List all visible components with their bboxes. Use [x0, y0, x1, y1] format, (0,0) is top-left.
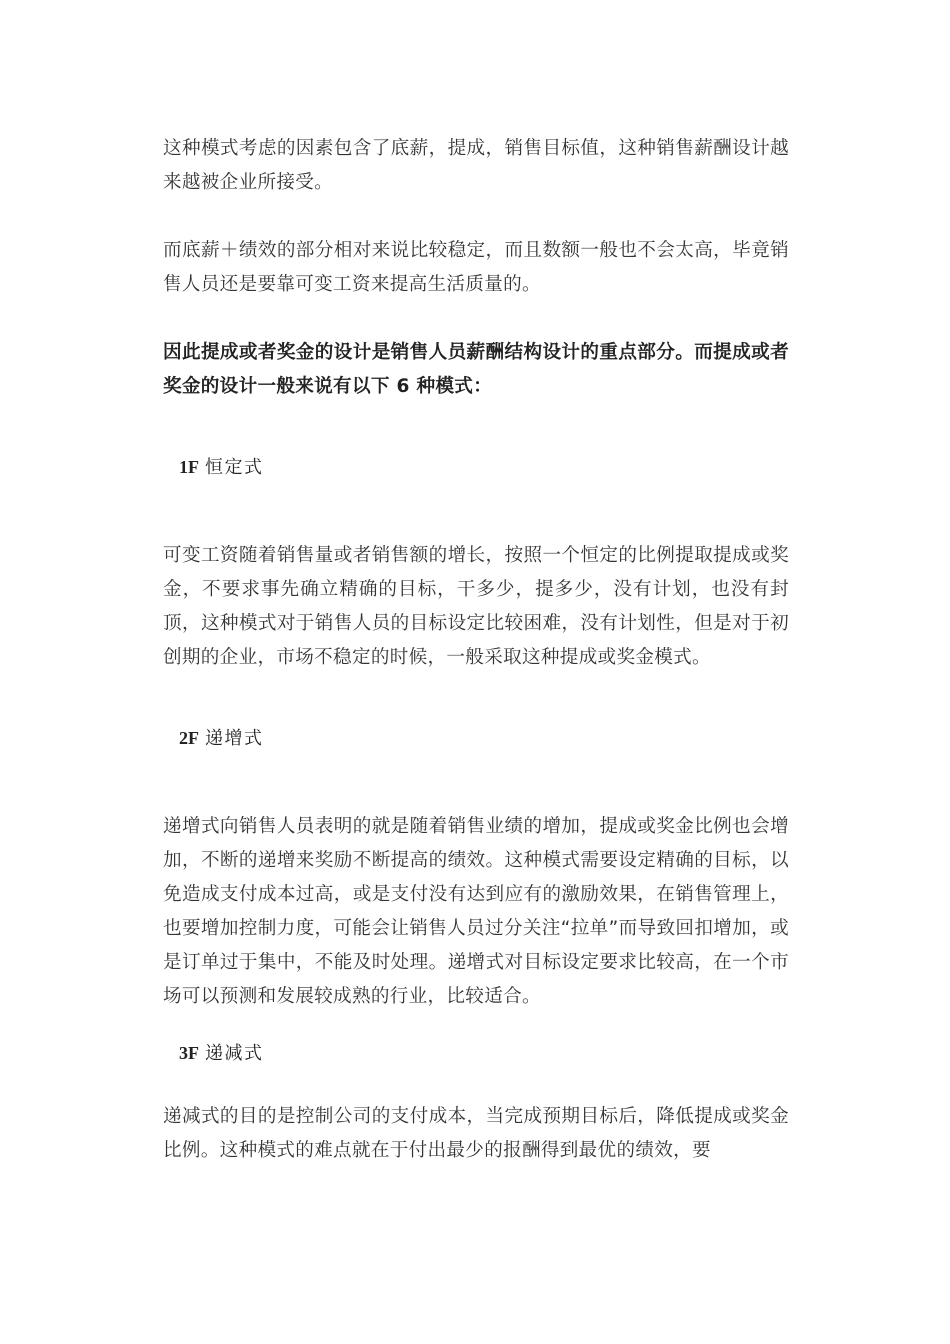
section-heading-3	[179, 1036, 789, 1070]
section-heading-2	[179, 721, 789, 755]
section-paragraph-2: 递增式向销售人员表明的就是随着销售业绩的增加，提成或奖金比例也会增加，不断的递增来奖励不断提高的绩效。这种模式需要设定精确的目标，以免造成支付成本过高，或是支付没有达到应有的激励效果，在销售管理上，也要增加控制力度，可能会让销售人员过分关注“拉单”而导致回扣增加，或是订单过于集中，不能及时处理。递增式对目标设定要求比较高，在一个市场可以预测和发展较成熟的行业，比较适合。	[163, 816, 789, 1007]
section-paragraph-1: 可变工资随着销售量或者销售额的增长，按照一个恒定的比例提取提成或奖金，不要求事先确立精确的目标，干多少，提多少，没有计划，也没有封顶，这种模式对于销售人员的目标设定比较困难，没有计划性，但是对于初创期的企业，市场不稳定的时候，一般采取这种提成或奖金模式。	[163, 545, 789, 668]
article-body	[163, 132, 789, 1168]
section-paragraph-3: 递减式的目的是控制公司的支付成本，当完成预期目标后，降低提成或奖金比例。这种模式的难点就在于付出最少的报酬得到最优的绩效，要	[163, 1106, 789, 1161]
intro-paragraph-2: 而底薪＋绩效的部分相对来说比较稳定，而且数额一般也不会太高，毕竟销售人员还是要靠可变工资来提高生活质量的。	[163, 240, 789, 295]
section-title: 恒定式	[205, 457, 264, 477]
section-number: 2F	[179, 728, 199, 748]
intro-paragraph-1: 这种模式考虑的因素包含了底薪，提成，销售目标值，这种销售薪酬设计越来越被企业所接受。	[163, 138, 789, 193]
section-number: 3F	[179, 1043, 199, 1063]
intro-paragraph-3-bold: 因此提成或者奖金的设计是销售人员薪酬结构设计的重点部分。而提成或者奖金的设计一般来说有以下 6 种模式：	[163, 342, 789, 397]
section-title: 递减式	[205, 1043, 264, 1063]
section-number: 1F	[179, 457, 199, 477]
section-title: 递增式	[205, 728, 264, 748]
section-heading-1	[179, 450, 789, 484]
